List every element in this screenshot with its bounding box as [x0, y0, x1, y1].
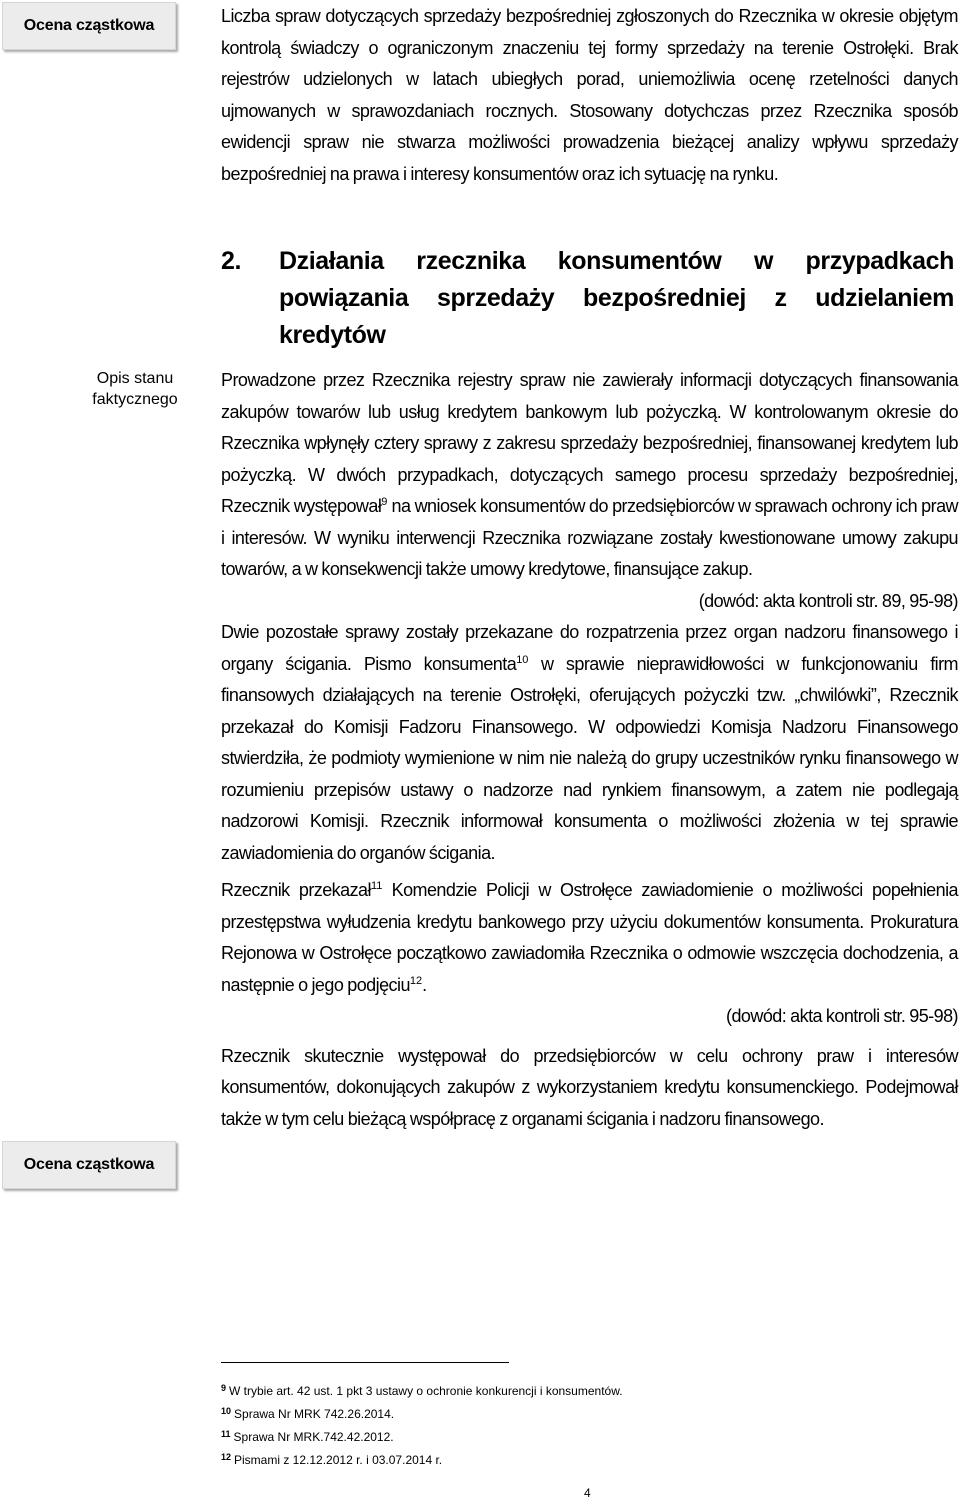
footnote-item: [221, 1426, 921, 1449]
footnote-ref-11[interactable]: 11: [370, 880, 383, 892]
footnote-separator: [221, 1362, 509, 1363]
footnote-number: 9: [221, 1383, 227, 1393]
body-paragraph-4: Rzecznik skutecznie występował do przedsiębiorców w celu ochrony praw i interesów konsumentów, dokonujących zakupów z wykorzystaniem kredytu konsumenckiego. Podejmował także w tym celu bieżącą współpracę z organami ścigania i nadzoru finansowego.: [221, 1045, 958, 1129]
body-paragraph-2: [221, 617, 958, 869]
footnotes: [221, 1380, 921, 1472]
sidebar-label-opis: [70, 368, 200, 410]
section-heading: [221, 243, 958, 354]
sidebar-label-ocena-bottom: [2, 1141, 176, 1189]
intro-paragraph: Liczba spraw dotyczących sprzedaży bezpośredniej zgłoszonych do Rzecznika w okresie objętym kontrolą świadczy o ograniczonym znaczeniu tej formy sprzedaży na terenie Ostrołęki. Brak rejestrów udzielonych w latach ubiegłych porad, uniemożliwia ocenę rzetelności danych ujmowanych w sprawozdaniach rocznych. Stosowany dotychczas przez Rzecznika sposób ewidencji spraw nie stwarza możliwości prowadzenia bieżącej analizy wpływu sprzedaży bezpośredniej na prawa i interesy konsumentów oraz ich sytuację na rynku.: [221, 6, 958, 184]
paragraph-text: Dwie pozostałe sprawy zostały przekazane do rozpatrzenia przez organ nadzoru finansowego i organy ścigania. Pismo konsumenta: [221, 622, 958, 674]
footnote-item: [221, 1403, 921, 1426]
page-number: 4: [584, 1486, 591, 1500]
footnote-item: [221, 1380, 921, 1403]
footnote-text: Sprawa Nr MRK.742.42.2012.: [233, 1430, 394, 1444]
footnote-ref-9[interactable]: 9: [381, 496, 388, 508]
paragraph-text: Komendzie Policji w Ostrołęce zawiadomienie o możliwości popełnienia przestępstwa wyłudzenia kredytu bankowego przy użyciu dokumentów konsumenta. Prokuratura Rejonowa w Ostrołęce początkowo zawiadomiła Rzecznika o odmowie wszczęcia dochodzenia, a następnie o jego podjęciu: [221, 880, 958, 995]
paragraph-text: .: [422, 974, 427, 995]
footnote-text: Pismami z 12.12.2012 r. i 03.07.2014 r.: [234, 1453, 443, 1467]
section-title: Działania rzecznika konsumentów w przypadkach powiązania sprzedaży bezpośredniej z udzielaniem kredytów: [279, 247, 954, 349]
paragraph-text: Rzecznik przekazał: [221, 880, 371, 900]
paragraph-text: na wniosek konsumentów do przedsiębiorców w sprawach ochrony ich praw i interesów. W wyniku interwencji Rzecznika rozwiązane zostały kwestionowane umowy zakupu towarów, a w konsekwencji także umowy kredytowe, finansujące zakup.: [221, 496, 958, 579]
sidebar-label-text: Ocena cząstkowa: [23, 17, 155, 34]
footnote-ref-10[interactable]: 10: [516, 653, 529, 666]
footnote-number: 11: [221, 1429, 231, 1439]
body-paragraph-3: [221, 875, 958, 1001]
body-paragraph-1: [221, 365, 958, 586]
evidence-note-1: (dowód: akta kontroli str. 89, 95-98): [698, 590, 958, 611]
sidebar-label-ocena-top: [2, 2, 176, 50]
footnote-ref-12[interactable]: 12: [409, 974, 423, 987]
footnote-text: W trybie art. 42 ust. 1 pkt 3 ustawy o ochronie konkurencji i konsumentów.: [229, 1384, 623, 1398]
paragraph-text: w sprawie nieprawidłowości w funkcjonowaniu firm finansowych działających na terenie Ostrołęki, oferujących pożyczki tzw. „chwilówki”, Rzecznik przekazał do Komisji Fadzoru Finansowego. W odpowiedzi Komisja Nadzoru Finansowego stwierdziła, że podmioty wymienione w nim nie należą do grupy uczestników rynku finansowego w rozumieniu przepisów ustawy o nadzorze nad rynkiem finansowym, a zatem nie podlegają nadzorowi Komisji. Rzecznik informował konsumenta o możliwości złożenia w tej sprawie zawiadomienia do organów ścigania.: [221, 653, 958, 863]
sidebar-label-text: Opis stanu faktycznego: [92, 370, 178, 408]
paragraph-text: Prowadzone przez Rzecznika rejestry spraw nie zawierały informacji dotyczących finansowania zakupów towarów lub usług kredytem bankowym lub pożyczką. W kontrolowanym okresie do Rzecznika wpłynęły cztery sprawy z zakresu sprzedaży bezpośredniej, finansowanej kredytem lub pożyczką. W dwóch przypadkach, dotyczących samego procesu sprzedaży bezpośredniej, Rzecznik występował: [221, 370, 958, 516]
footnote-text: Sprawa Nr MRK 742.26.2014.: [234, 1407, 395, 1421]
body-section: [221, 365, 958, 1135]
footnote-number: 10: [221, 1406, 232, 1416]
footnote-number: 12: [221, 1452, 232, 1462]
footnote-item: [221, 1449, 921, 1472]
sidebar-label-text: Ocena cząstkowa: [23, 1156, 155, 1173]
evidence-note-2: (dowód: akta kontroli str. 95-98): [726, 1006, 958, 1026]
intro-section: [221, 1, 958, 190]
section-number: 2.: [221, 247, 242, 275]
